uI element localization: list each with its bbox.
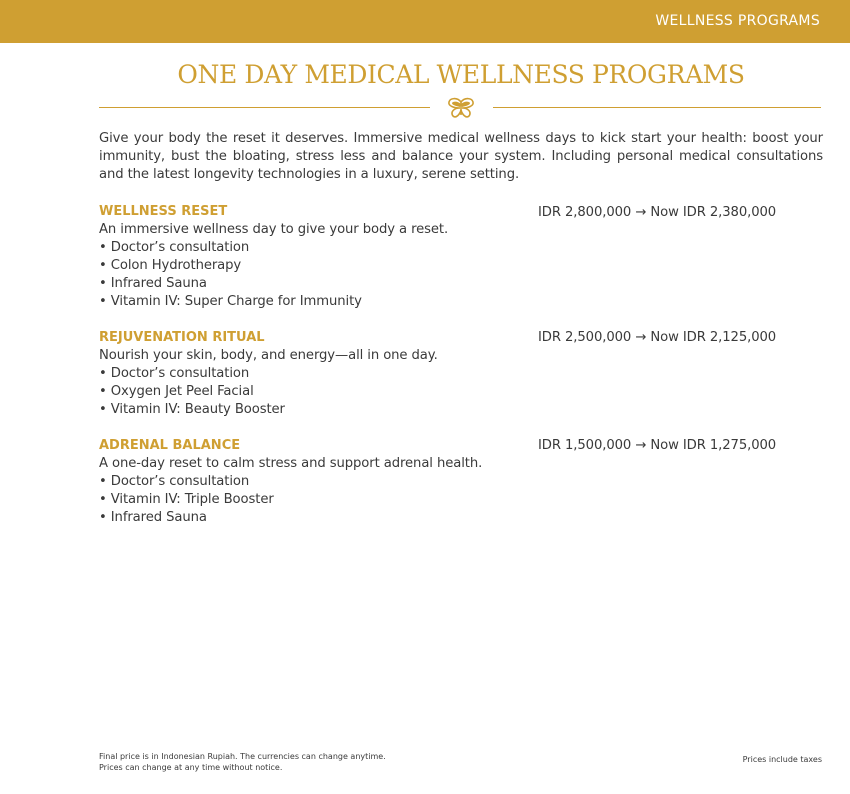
header-bar bbox=[0, 0, 850, 43]
list-item: • Vitamin IV: Triple Booster bbox=[99, 492, 274, 507]
list-item: • Vitamin IV: Super Charge for Immunity bbox=[99, 294, 362, 309]
program-price: IDR 2,500,000 → Now IDR 2,125,000 bbox=[538, 330, 777, 345]
intro-paragraph: Give your body the reset it deserves. Immersive medical wellness days to kick start your health: boost your immunity, bust the bloating, stress less and balance your system. Including personal medical consultations and the latest longevity technologies in a luxury, serene setting. bbox=[99, 131, 823, 182]
program-name: ADRENAL BALANCE bbox=[99, 438, 241, 453]
list-item: • Oxygen Jet Peel Facial bbox=[99, 384, 254, 399]
program-description: Nourish your skin, body, and energy—all in one day. bbox=[99, 348, 438, 363]
program-name: REJUVENATION RITUAL bbox=[99, 330, 265, 345]
footer-taxes-note: Prices include taxes bbox=[742, 755, 822, 764]
list-item: • Vitamin IV: Beauty Booster bbox=[99, 402, 285, 417]
program-description: An immersive wellness day to give your body a reset. bbox=[99, 222, 449, 237]
list-item: • Colon Hydrotherapy bbox=[99, 258, 242, 273]
footer-note bbox=[99, 751, 386, 773]
list-item: • Infrared Sauna bbox=[99, 510, 207, 525]
program-name: WELLNESS RESET bbox=[99, 204, 228, 219]
program-items bbox=[99, 239, 823, 311]
program-description: A one-day reset to calm stress and support adrenal health. bbox=[99, 456, 483, 471]
program-adrenal-balance bbox=[99, 437, 823, 527]
divider-right bbox=[493, 107, 821, 108]
program-items bbox=[99, 365, 823, 419]
program-price: IDR 2,800,000 → Now IDR 2,380,000 bbox=[538, 205, 777, 220]
list-item: • Infrared Sauna bbox=[99, 276, 207, 291]
program-wellness-reset bbox=[99, 203, 823, 311]
list-item: • Doctor’s consultation bbox=[99, 474, 250, 489]
butterfly-icon bbox=[446, 96, 476, 120]
program-items bbox=[99, 473, 823, 527]
program-rejuvenation-ritual bbox=[99, 329, 823, 419]
program-price: IDR 1,500,000 → Now IDR 1,275,000 bbox=[538, 438, 777, 453]
footer-note-line: Prices can change at any time without notice. bbox=[99, 763, 283, 772]
footer-note-line: Final price is in Indonesian Rupiah. The currencies can change anytime. bbox=[99, 752, 386, 761]
page-title: ONE DAY MEDICAL WELLNESS PROGRAMS bbox=[177, 60, 745, 89]
section-label: WELLNESS PROGRAMS bbox=[655, 13, 820, 29]
list-item: • Doctor’s consultation bbox=[99, 240, 250, 255]
list-item: • Doctor’s consultation bbox=[99, 366, 250, 381]
divider-left bbox=[99, 107, 430, 108]
